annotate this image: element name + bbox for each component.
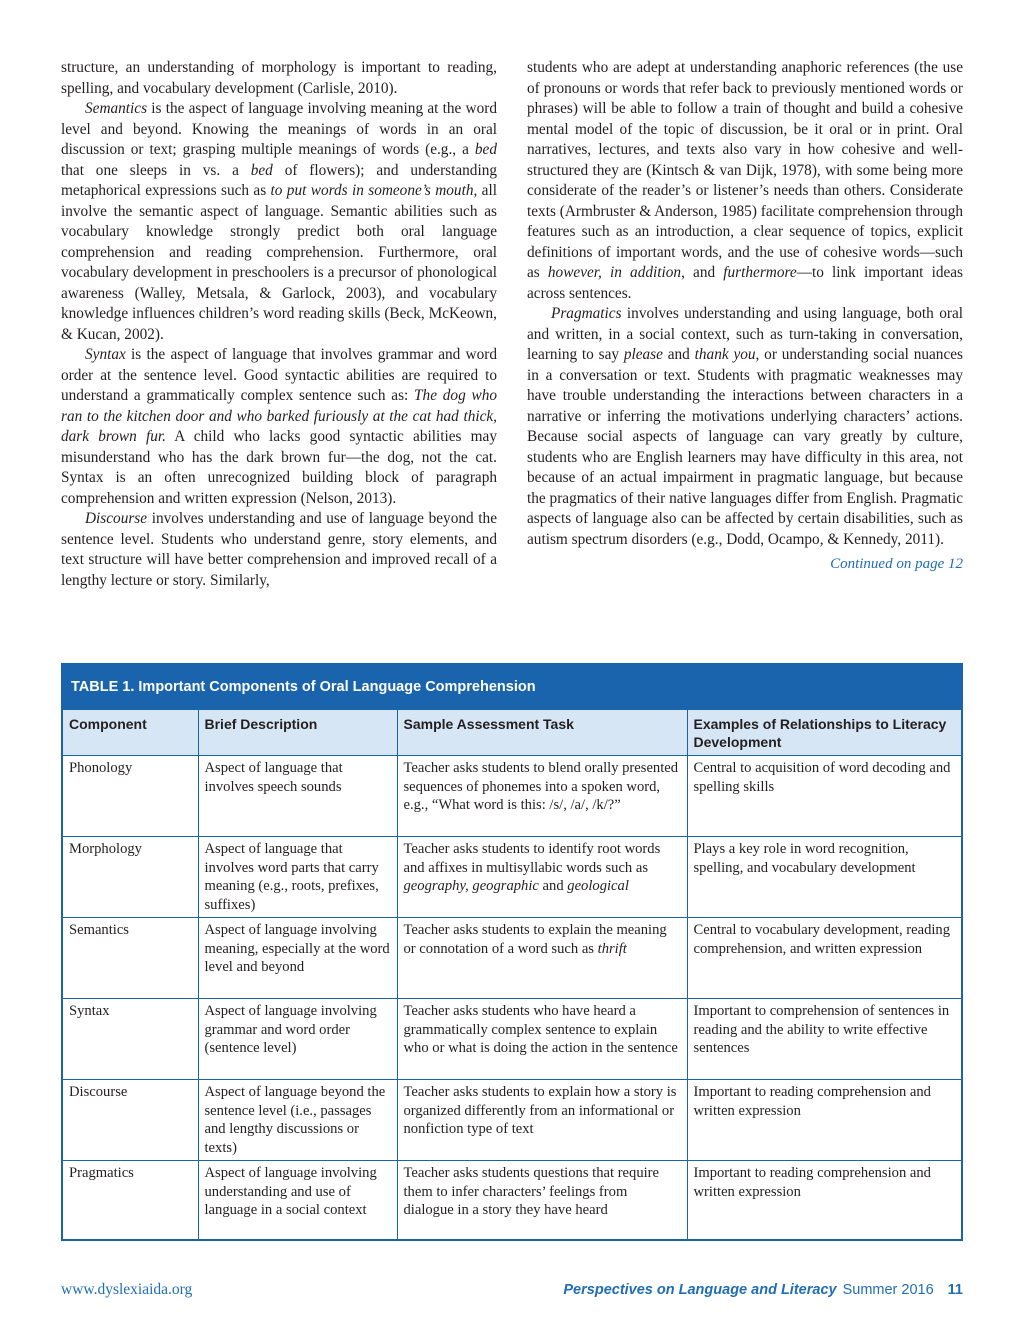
cell-component: Semantics [63, 918, 198, 999]
text-span: , all involve the semantic aspect of language. Semantic abilities such as vocabulary knowledge strongly predict both oral language comprehension and reading comprehension. Furthermore, oral vocabulary development in preschoolers is a precursor of phonological awareness (Walley, Metsala, & Garlock, 2003), and vocabulary knowledge influences children’s word reading skills (Beck, McKeown, & Kucan, 2002). [61, 182, 497, 343]
term-syntax: Syntax [85, 346, 126, 363]
cell-description: Aspect of language involving understanding and use of language in a social context [198, 1161, 397, 1239]
paragraph-discourse-cont [527, 58, 963, 304]
website-link[interactable]: www.dyslexiaida.org [61, 1281, 193, 1298]
cell-component: Phonology [63, 756, 198, 837]
cell-relationship: Central to acquisition of word decoding and spelling skills [687, 756, 961, 837]
cell-description: Aspect of language involving grammar and word order (sentence level) [198, 999, 397, 1080]
cell-task: Teacher asks students to blend orally presented sequences of phonemes into a spoken word, e.g., “What word is this: /s/, /a/, /k/?” [397, 756, 687, 837]
cell-task [397, 918, 687, 999]
table-row [63, 999, 961, 1080]
page-number: 11 [947, 1282, 963, 1298]
cell-description: Aspect of language involving meaning, especially at the word level and beyond [198, 918, 397, 999]
term-discourse: Discourse [85, 510, 148, 527]
cell-component: Discourse [63, 1080, 198, 1161]
text-span: students who are adept at understanding anaphoric references (the use of pronouns or words that refer back to previously mentioned words or phrases) will be able to follow a train of thought and build a cohesive mental model of the topic of discussion, be it oral or in print. Oral narratives, lectures, and texts also vary in how cohesive and well-structured they are (Kintsch & van Dijk, 1978), with some being more considerate of the reader’s or listener’s needs than others. Considerate texts (Armbruster & Anderson, 1985) facilitate comprehension through features such as an introduction, a clear sequence of topics, explicit definitions of important words, and the use of cohesive words—such as [527, 59, 963, 281]
cell-relationship: Important to reading comprehension and written expression [687, 1080, 961, 1161]
body-text [61, 58, 963, 638]
italic-span: geological [567, 878, 629, 895]
header-component: Component [63, 710, 198, 756]
italic-span: thrift [597, 940, 627, 957]
table-row [63, 837, 961, 918]
table-header-row [63, 710, 961, 756]
cell-description: Aspect of language that involves word parts that carry meaning (e.g., roots, prefixes, suffixes) [198, 837, 397, 918]
text-span: Teacher asks students to explain the meaning or connotation of a word such as [403, 922, 667, 957]
left-column [61, 58, 497, 591]
cell-relationship: Important to reading comprehension and written expression [687, 1161, 961, 1239]
paragraph-syntax [61, 345, 497, 509]
table-grid [63, 710, 961, 1239]
cell-relationship: Important to comprehension of sentences in reading and the ability to write effective sentences [687, 999, 961, 1080]
header-literacy-relationship: Examples of Relationships to Literacy Development [687, 710, 961, 756]
term-semantics: Semantics [85, 100, 148, 117]
cell-component: Morphology [63, 837, 198, 918]
italic-span: The dog who ran to the kitchen door and who barked furiously at the cat had thick, dark brown fur. [61, 387, 497, 445]
header-description: Brief Description [198, 710, 397, 756]
italic-span: furthermore [723, 264, 797, 281]
text-span: is the aspect of language involving meaning at the word level and beyond. Knowing the meanings of words in an oral discussion or text; grasping multiple meanings of words (e.g., a [61, 100, 497, 158]
text-span: of flowers); and understanding metaphorical expressions such as [61, 161, 498, 199]
paragraph-morphology-end: structure, an understanding of morphology is important to reading, spelling, and vocabulary development (Carlisle, 2010). [61, 59, 497, 97]
issue-label: Summer 2016 [842, 1282, 934, 1298]
paragraph-pragmatics [527, 304, 963, 550]
text-span: involves understanding and use of language beyond the sentence level. Students who understand genre, story elements, and text structure will have better comprehension and improved recall of a lengthy lecture or story. Similarly, [61, 510, 497, 589]
text-span: Teacher asks students to identify root words and affixes in multisyllabic words such as [403, 841, 661, 876]
journal-title: Perspectives on Language and Literacy [563, 1282, 837, 1298]
table-row [63, 756, 961, 837]
cell-description: Aspect of language beyond the sentence level (i.e., passages and lengthy discussions or texts) [198, 1080, 397, 1161]
cell-description: Aspect of language that involves speech sounds [198, 756, 397, 837]
italic-span: thank you [694, 346, 756, 363]
table-title: TABLE 1. Important Components of Oral Language Comprehension [63, 665, 961, 710]
text-span: , or understanding social nuances in a conversation or text. Students with pragmatic weaknesses may have trouble understanding the interactions between characters in a narrative or inferring the motivations underlying characters’ actions. Because social aspects of language can vary greatly by culture, students who are English learners may have difficulty in this area, not because of an actual impairment in pragmatic language, but because the pragmatics of their native languages differ from English. Pragmatic aspects of language also can be affected by certain disabilities, such as autism spectrum disorders (e.g., Dodd, Ocampo, & Kennedy, 2011). [527, 346, 963, 548]
term-pragmatics: Pragmatics [551, 305, 622, 322]
text-span: that one sleeps in vs. a [61, 161, 251, 179]
right-column [527, 58, 963, 575]
italic-span: geography, geographic [403, 878, 539, 895]
text-span: involves understanding and using language, both oral and written, in a social context, such as turn-taking in conversation, learning to say [527, 305, 963, 363]
cell-component: Pragmatics [63, 1161, 198, 1239]
text-span: is the aspect of language that involves grammar and word order at the sentence level. Good syntactic abilities are required to understand a grammatically complex sentence such as: [61, 346, 497, 404]
paragraph-semantics [61, 99, 497, 345]
cell-task: Teacher asks students questions that require them to infer characters’ feelings from dialogue in a story they have heard [397, 1161, 687, 1239]
cell-relationship: Plays a key role in word recognition, spelling, and vocabulary development [687, 837, 961, 918]
italic-span: however, in addition [547, 264, 682, 281]
paragraph-discourse [61, 509, 497, 591]
text-span: and [662, 346, 695, 363]
cell-task [397, 837, 687, 918]
table-row [63, 1080, 961, 1161]
continued-link[interactable]: Continued on page 12 [830, 556, 963, 572]
cell-task: Teacher asks students to explain how a story is organized differently from an informational or nonfiction type of text [397, 1080, 687, 1161]
text-span: A child who lacks good syntactic abilities may misunderstand who has the dark brown fur—the dog, not the cat. Syntax is an often unrecognized building block of paragraph comprehension and written expression (Nelson, 2013). [61, 428, 497, 507]
table-row [63, 918, 961, 999]
cell-relationship: Central to vocabulary development, reading comprehension, and written expression [687, 918, 961, 999]
table-row [63, 1161, 961, 1239]
text-span: , and [681, 264, 724, 281]
italic-span: please [623, 346, 663, 363]
header-assessment-task: Sample Assessment Task [397, 710, 687, 756]
text-span: —to link important ideas across sentences. [527, 264, 964, 302]
italic-span: bed [474, 141, 497, 158]
italic-span: bed [250, 161, 273, 179]
footer-publication [563, 1281, 963, 1299]
page-footer [61, 1281, 963, 1303]
cell-component: Syntax [63, 999, 198, 1080]
text-span: and [538, 878, 568, 895]
italic-span: to put words in someone’s mouth [270, 182, 474, 199]
cell-task: Teacher asks students who have heard a grammatically complex sentence to explain who or what is doing the action in the sentence [397, 999, 687, 1080]
components-table [61, 663, 963, 1241]
